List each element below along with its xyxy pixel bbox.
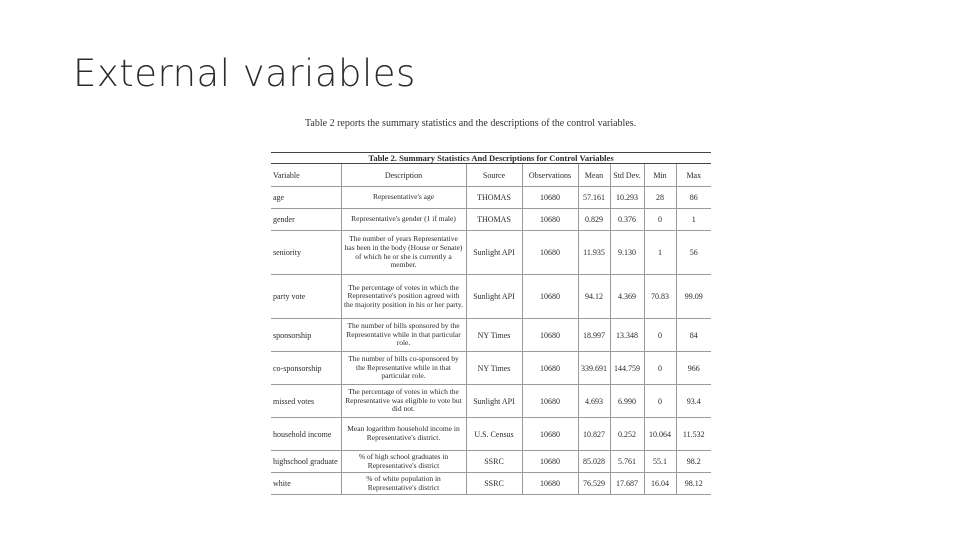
cell-description: The number of bills co-sponsored by the Representative while in that particular role.	[341, 352, 466, 385]
cell-variable: party vote	[271, 275, 341, 319]
cell-observations: 10680	[522, 209, 578, 231]
summary-statistics-table	[271, 152, 711, 495]
column-header-mean: Mean	[578, 164, 610, 187]
table-row	[271, 385, 711, 418]
cell-mean: 76.529	[578, 473, 610, 495]
cell-mean: 57.161	[578, 187, 610, 209]
cell-max: 56	[676, 231, 711, 275]
cell-source: Sunlight API	[466, 231, 522, 275]
cell-description: The percentage of votes in which the Representative's position agreed with the majority position in his or her party.	[341, 275, 466, 319]
cell-variable: missed votes	[271, 385, 341, 418]
cell-std-dev: 9.130	[610, 231, 644, 275]
cell-description: Mean logarithm household income in Representative's district.	[341, 418, 466, 451]
cell-variable: gender	[271, 209, 341, 231]
cell-mean: 94.12	[578, 275, 610, 319]
cell-description: The number of years Representative has been in the body (House or Senate) of which he or she is currently a member.	[341, 231, 466, 275]
cell-observations: 10680	[522, 275, 578, 319]
cell-mean: 85.028	[578, 451, 610, 473]
column-header-description: Description	[341, 164, 466, 187]
cell-description: Representative's age	[341, 187, 466, 209]
cell-std-dev: 5.761	[610, 451, 644, 473]
cell-std-dev: 10.293	[610, 187, 644, 209]
cell-max: 93.4	[676, 385, 711, 418]
column-header-std-dev: Std Dev.	[610, 164, 644, 187]
cell-std-dev: 13.348	[610, 319, 644, 352]
cell-variable: co-sponsorship	[271, 352, 341, 385]
cell-max: 86	[676, 187, 711, 209]
table-row	[271, 187, 711, 209]
cell-mean: 11.935	[578, 231, 610, 275]
cell-max: 1	[676, 209, 711, 231]
cell-mean: 339.691	[578, 352, 610, 385]
cell-std-dev: 4.369	[610, 275, 644, 319]
cell-mean: 4.693	[578, 385, 610, 418]
cell-min: 1	[644, 231, 676, 275]
cell-source: THOMAS	[466, 187, 522, 209]
cell-mean: 10.827	[578, 418, 610, 451]
cell-max: 84	[676, 319, 711, 352]
cell-observations: 10680	[522, 418, 578, 451]
column-header-variable: Variable	[271, 164, 341, 187]
cell-description: Representative's gender (1 if male)	[341, 209, 466, 231]
cell-variable: white	[271, 473, 341, 495]
cell-description: % of white population in Representative's district	[341, 473, 466, 495]
cell-description: The percentage of votes in which the Representative was eligible to vote but did not.	[341, 385, 466, 418]
cell-variable: household income	[271, 418, 341, 451]
cell-source: Sunlight API	[466, 275, 522, 319]
cell-observations: 10680	[522, 451, 578, 473]
cell-min: 28	[644, 187, 676, 209]
cell-observations: 10680	[522, 473, 578, 495]
cell-variable: seniority	[271, 231, 341, 275]
table-header-row	[271, 164, 711, 187]
cell-min: 55.1	[644, 451, 676, 473]
cell-min: 16.04	[644, 473, 676, 495]
cell-mean: 0.829	[578, 209, 610, 231]
cell-max: 11.532	[676, 418, 711, 451]
cell-source: THOMAS	[466, 209, 522, 231]
table-row	[271, 418, 711, 451]
table-row	[271, 319, 711, 352]
table-row	[271, 209, 711, 231]
cell-min: 0	[644, 352, 676, 385]
table-row	[271, 352, 711, 385]
cell-max: 99.09	[676, 275, 711, 319]
cell-max: 966	[676, 352, 711, 385]
table-row	[271, 275, 711, 319]
cell-description: % of high school graduates in Representative's district	[341, 451, 466, 473]
cell-source: NY Times	[466, 352, 522, 385]
cell-min: 0	[644, 319, 676, 352]
cell-std-dev: 0.376	[610, 209, 644, 231]
table-title: Table 2. Summary Statistics And Descriptions for Control Variables	[271, 153, 711, 164]
cell-min: 0	[644, 385, 676, 418]
cell-std-dev: 17.687	[610, 473, 644, 495]
table-row	[271, 231, 711, 275]
cell-observations: 10680	[522, 385, 578, 418]
table-caption: Table 2 reports the summary statistics and the descriptions of the control variables.	[305, 118, 637, 129]
cell-observations: 10680	[522, 319, 578, 352]
table-row	[271, 473, 711, 495]
column-header-source: Source	[466, 164, 522, 187]
cell-min: 0	[644, 209, 676, 231]
column-header-observations: Observations	[522, 164, 578, 187]
cell-mean: 18.997	[578, 319, 610, 352]
cell-std-dev: 144.759	[610, 352, 644, 385]
cell-max: 98.12	[676, 473, 711, 495]
cell-source: Sunlight API	[466, 385, 522, 418]
cell-source: NY Times	[466, 319, 522, 352]
cell-std-dev: 6.990	[610, 385, 644, 418]
cell-observations: 10680	[522, 231, 578, 275]
cell-source: U.S. Census	[466, 418, 522, 451]
column-header-min: Min	[644, 164, 676, 187]
cell-source: SSRC	[466, 473, 522, 495]
cell-variable: highschool graduate	[271, 451, 341, 473]
table-row	[271, 451, 711, 473]
cell-min: 70.83	[644, 275, 676, 319]
cell-description: The number of bills sponsored by the Representative while in that particular role.	[341, 319, 466, 352]
cell-source: SSRC	[466, 451, 522, 473]
cell-min: 10.064	[644, 418, 676, 451]
table-body	[271, 187, 711, 495]
cell-observations: 10680	[522, 352, 578, 385]
cell-variable: sponsorship	[271, 319, 341, 352]
column-header-max: Max	[676, 164, 711, 187]
slide-title: External variables	[73, 52, 416, 95]
cell-std-dev: 0.252	[610, 418, 644, 451]
cell-max: 98.2	[676, 451, 711, 473]
cell-variable: age	[271, 187, 341, 209]
cell-observations: 10680	[522, 187, 578, 209]
